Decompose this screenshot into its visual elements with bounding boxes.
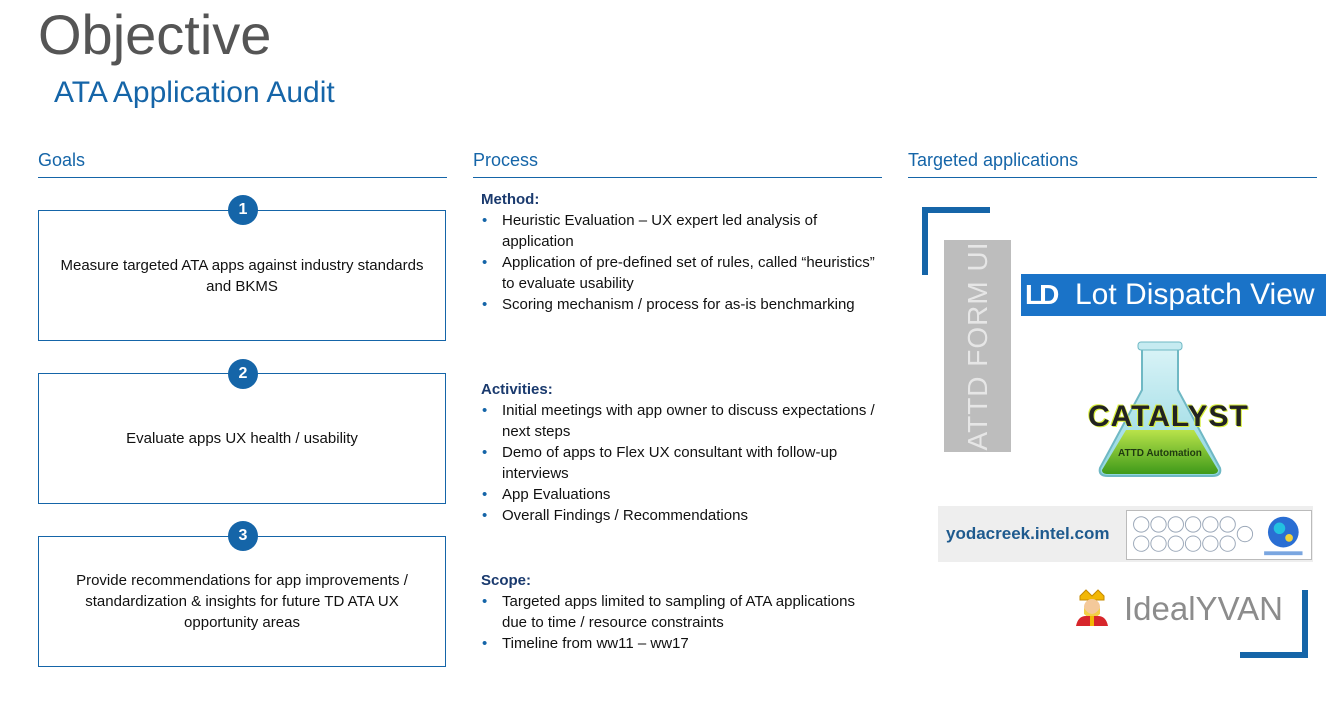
method-title: Method:: [481, 191, 540, 208]
catalyst-label: CATALYST: [1088, 400, 1249, 433]
attd-form-ui-logo: [944, 240, 1011, 452]
scope-title: Scope:: [481, 572, 532, 589]
goals-heading: Goals: [38, 150, 447, 178]
goal-box-3: [38, 536, 446, 667]
activities-item: • App Evaluations: [502, 484, 881, 505]
activities-item: • Initial meetings with app owner to discuss expectations / next steps: [502, 400, 881, 442]
yodacreek-screenshot-thumbnail: [1126, 510, 1312, 560]
method-item: • Scoring mechanism / process for as-is benchmarking: [502, 294, 881, 315]
scope-list: [481, 591, 881, 654]
king-avatar-icon: [1072, 586, 1112, 628]
method-item: • Heuristic Evaluation – UX expert led analysis of application: [502, 210, 881, 252]
goal-number-3: 3: [228, 521, 258, 551]
catalyst-sublabel: ATTD Automation: [1118, 448, 1202, 459]
method-section: [481, 189, 881, 315]
targets-heading: Targeted applications: [908, 150, 1317, 178]
activities-item: • Demo of apps to Flex UX consultant with follow-up interviews: [502, 442, 881, 484]
activities-title: Activities:: [481, 381, 553, 398]
activities-section: [481, 379, 881, 526]
ld-logo-icon: LD: [1025, 279, 1057, 310]
goal-text-2: Evaluate apps UX health / usability: [126, 430, 358, 447]
lot-dispatch-view-logo: [1021, 274, 1326, 316]
scope-item: • Targeted apps limited to sampling of ATA applications due to time / resource constraints: [502, 591, 881, 633]
yodacreek-label: yodacreek.intel.com: [946, 524, 1110, 543]
goal-text-3: Provide recommendations for app improvements / standardization & insights for future TD ATA UX opportunity areas: [76, 572, 408, 631]
method-list: [481, 210, 881, 315]
attd-form-ui-label: ATTD FORM UI: [961, 241, 993, 451]
goal-text-1: Measure targeted ATA apps against industry standards and BKMS: [60, 256, 424, 295]
goal-number-2: 2: [228, 359, 258, 389]
process-heading: Process: [473, 150, 882, 178]
activities-item: • Overall Findings / Recommendations: [502, 505, 881, 526]
method-item: • Application of pre-defined set of rules, called “heuristics” to evaluate usability: [502, 252, 881, 294]
activities-list: [481, 400, 881, 526]
goal-box-1: [38, 210, 446, 341]
lot-dispatch-view-label: Lot Dispatch View: [1075, 278, 1315, 311]
goal-box-2: [38, 373, 446, 504]
goal-number-1: 1: [228, 195, 258, 225]
scope-section: [481, 570, 881, 654]
scope-item: • Timeline from ww11 – ww17: [502, 633, 881, 654]
idealyvan-label: IdealYVAN: [1124, 590, 1283, 627]
page-subtitle: ATA Application Audit: [54, 76, 335, 109]
page-title: Objective: [38, 3, 272, 66]
